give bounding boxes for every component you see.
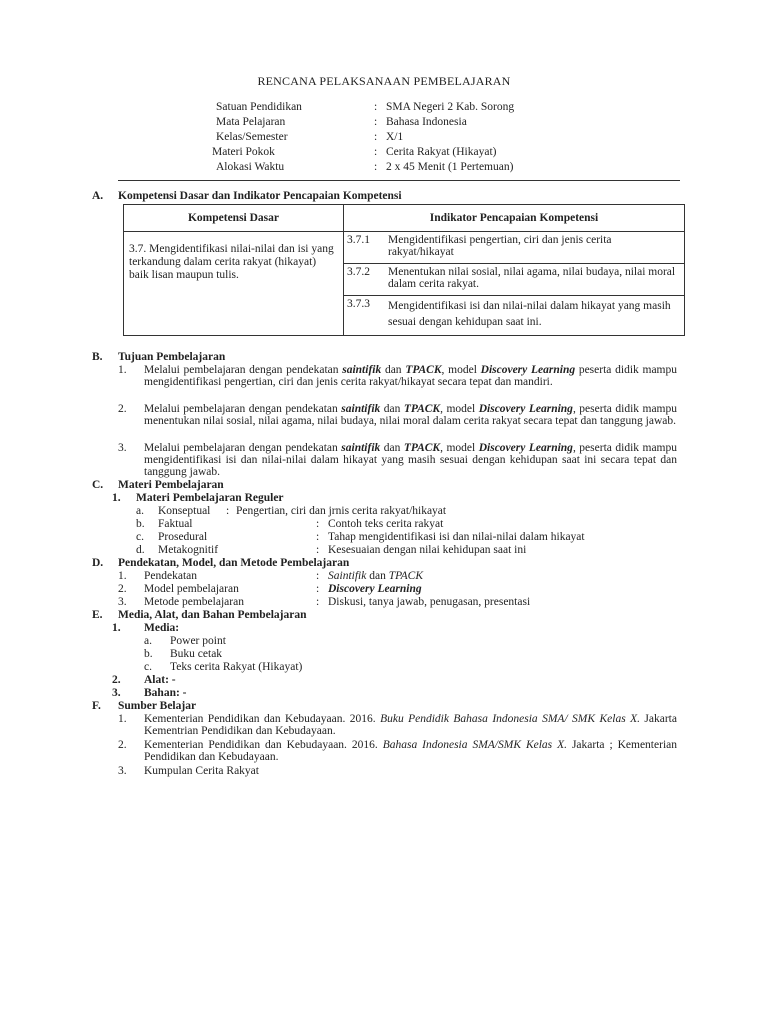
method-label: Metode pembelajaran xyxy=(144,596,244,608)
document-title: RENCANA PELAKSANAAN PEMBELAJARAN xyxy=(257,74,511,88)
tools-label: Alat: - xyxy=(144,674,176,686)
indicator-row xyxy=(344,264,684,296)
kd-text: 3.7. Mengidentifikasi nilai-nilai dan isi yang terkandung dalam cerita rakyat (hikayat) baik lisan maupun tulis. xyxy=(129,243,334,281)
method-colon: : xyxy=(316,570,320,582)
competency-table xyxy=(123,204,685,336)
section-c-heading: Materi Pembelajaran xyxy=(118,479,224,491)
identity-label: Satuan Pendidikan xyxy=(216,101,302,113)
identity-colon: : xyxy=(374,131,378,143)
material-colon: : xyxy=(226,505,230,517)
method-value: Discovery Learning xyxy=(328,583,422,595)
source-text: Kementerian Pendidikan dan Kebudayaan. 2016. Buku Pendidik Bahasa Indonesia SMA/ SMK Kelas X. Jakarta Kementrian Pendidikan dan Kebudayaan. xyxy=(144,713,677,738)
media-item: Teks cerita Rakyat (Hikayat) xyxy=(170,661,303,673)
material-label: Prosedural xyxy=(158,531,208,543)
method-value: Diskusi, tanya jawab, penugasan, presentasi xyxy=(328,596,531,608)
media-item: Power point xyxy=(170,635,226,647)
section-a-heading: Kompetensi Dasar dan Indikator Pencapaian Kompetensi xyxy=(118,190,402,202)
material-letter: d. xyxy=(136,544,145,556)
indicator-number: 3.7.1 xyxy=(347,234,370,246)
objective-number: 1. xyxy=(118,364,127,376)
method-number: 3. xyxy=(118,596,127,608)
media-number: 1. xyxy=(112,622,121,634)
identity-value: Bahasa Indonesia xyxy=(386,116,467,128)
material-colon: : xyxy=(316,518,320,530)
section-d-letter: D. xyxy=(92,557,104,569)
identity-value: Cerita Rakyat (Hikayat) xyxy=(386,146,497,158)
source-text: Kumpulan Cerita Rakyat xyxy=(144,765,259,777)
method-label: Pendekatan xyxy=(144,570,198,582)
section-b-heading: Tujuan Pembelajaran xyxy=(118,351,226,363)
subsection-heading: Materi Pembelajaran Reguler xyxy=(136,492,284,504)
method-number: 1. xyxy=(118,570,127,582)
section-f-letter: F. xyxy=(92,700,101,712)
section-d-heading: Pendekatan, Model, dan Metode Pembelajaran xyxy=(118,557,350,569)
indicator-number: 3.7.3 xyxy=(347,298,370,310)
media-label: Media: xyxy=(144,622,180,634)
source-text: Kementerian Pendidikan dan Kebudayaan. 2016. Bahasa Indonesia SMA/SMK Kelas X. Jakarta ; Kementerian Pendidikan dan Kebudayaan. xyxy=(144,739,677,764)
method-value: Saintifik dan TPACK xyxy=(328,570,424,582)
header-divider xyxy=(118,180,680,181)
material-colon: : xyxy=(316,544,320,556)
materials-label: Bahan: - xyxy=(144,687,187,699)
source-number: 1. xyxy=(118,713,127,725)
media-letter: a. xyxy=(144,635,152,647)
media-letter: c. xyxy=(144,661,152,673)
material-value: Kesesuaian dengan nilai kehidupan saat ini xyxy=(328,544,527,556)
indicator-text: Menentukan nilai sosial, nilai agama, nilai budaya, nilai moral dalam cerita rakyat. xyxy=(388,266,676,290)
tools-number: 2. xyxy=(112,674,121,686)
material-label: Faktual xyxy=(158,518,193,530)
method-colon: : xyxy=(316,596,320,608)
indicator-text: Mengidentifikasi isi dan nilai-nilai dalam hikayat yang masih sesuai dengan kehidupan saat ini. xyxy=(388,300,671,328)
source-number: 2. xyxy=(118,739,127,751)
material-letter: b. xyxy=(136,518,145,530)
subsection-number: 1. xyxy=(112,492,121,504)
identity-colon: : xyxy=(374,116,378,128)
material-value: Pengertian, ciri dan jrnis cerita rakyat/hikayat xyxy=(236,505,447,517)
kd-cell xyxy=(124,232,344,336)
materials-number: 3. xyxy=(112,687,121,699)
table-header-kd: Kompetensi Dasar xyxy=(124,205,344,232)
method-label: Model pembelajaran xyxy=(144,583,239,595)
objective-text: Melalui pembelajaran dengan pendekatan saintifik dan TPACK, model Discovery Learning, peserta didik mampu menentukan nilai sosial, nilai agama, nilai budaya, nilai moral dalam cerita rakyat secara tepat dan tanggung jawab. xyxy=(144,403,678,428)
material-colon: : xyxy=(316,531,320,543)
objective-number: 2. xyxy=(118,403,127,415)
objective-number: 3. xyxy=(118,442,127,454)
indicator-number: 3.7.2 xyxy=(347,266,370,278)
identity-colon: : xyxy=(374,146,378,158)
objective-text: Melalui pembelajaran dengan pendekatan saintifik dan TPACK, model Discovery Learning peserta didik mampu mengidentifikasi pengertian, ciri dan jenis cerita rakyat/hikayat secara tepat dan mandiri. xyxy=(144,364,678,389)
section-c-letter: C. xyxy=(92,479,104,491)
objective-text: Melalui pembelajaran dengan pendekatan saintifik dan TPACK, model Discovery Learning, peserta didik mampu mengidentifikasi isi dan nilai-nilai dalam hikayat yang masih sesuai dengan kehidupan saat ini secara tepat dan tanggung jawab. xyxy=(144,442,678,479)
identity-value: 2 x 45 Menit (1 Pertemuan) xyxy=(386,161,514,173)
material-letter: c. xyxy=(136,531,144,543)
identity-label: Alokasi Waktu xyxy=(216,161,285,173)
identity-label: Mata Pelajaran xyxy=(216,116,286,128)
indicator-text: Mengidentifikasi pengertian, ciri dan jenis cerita rakyat/hikayat xyxy=(388,234,612,258)
section-e-letter: E. xyxy=(92,609,103,621)
material-label: Metakognitif xyxy=(158,544,219,556)
material-letter: a. xyxy=(136,505,144,517)
identity-colon: : xyxy=(374,101,378,113)
method-number: 2. xyxy=(118,583,127,595)
section-e-heading: Media, Alat, dan Bahan Pembelajaran xyxy=(118,609,307,621)
section-f-heading: Sumber Belajar xyxy=(118,700,197,712)
table-header-indicator: Indikator Pencapaian Kompetensi xyxy=(344,205,685,232)
section-a-letter: A. xyxy=(92,190,104,202)
material-value: Contoh teks cerita rakyat xyxy=(328,518,444,530)
indicator-row xyxy=(344,232,684,264)
identity-value: SMA Negeri 2 Kab. Sorong xyxy=(386,101,515,113)
indicator-row xyxy=(344,296,684,335)
method-colon: : xyxy=(316,583,320,595)
media-item: Buku cetak xyxy=(170,648,223,660)
material-label: Konseptual xyxy=(158,505,211,517)
identity-colon: : xyxy=(374,161,378,173)
media-letter: b. xyxy=(144,648,153,660)
indicator-cell xyxy=(344,232,685,336)
material-value: Tahap mengidentifikasi isi dan nilai-nilai dalam hikayat xyxy=(328,531,585,543)
identity-label: Materi Pokok xyxy=(212,146,275,158)
identity-label: Kelas/Semester xyxy=(216,131,288,143)
identity-value: X/1 xyxy=(386,131,404,143)
section-b-letter: B. xyxy=(92,351,103,363)
source-number: 3. xyxy=(118,765,127,777)
